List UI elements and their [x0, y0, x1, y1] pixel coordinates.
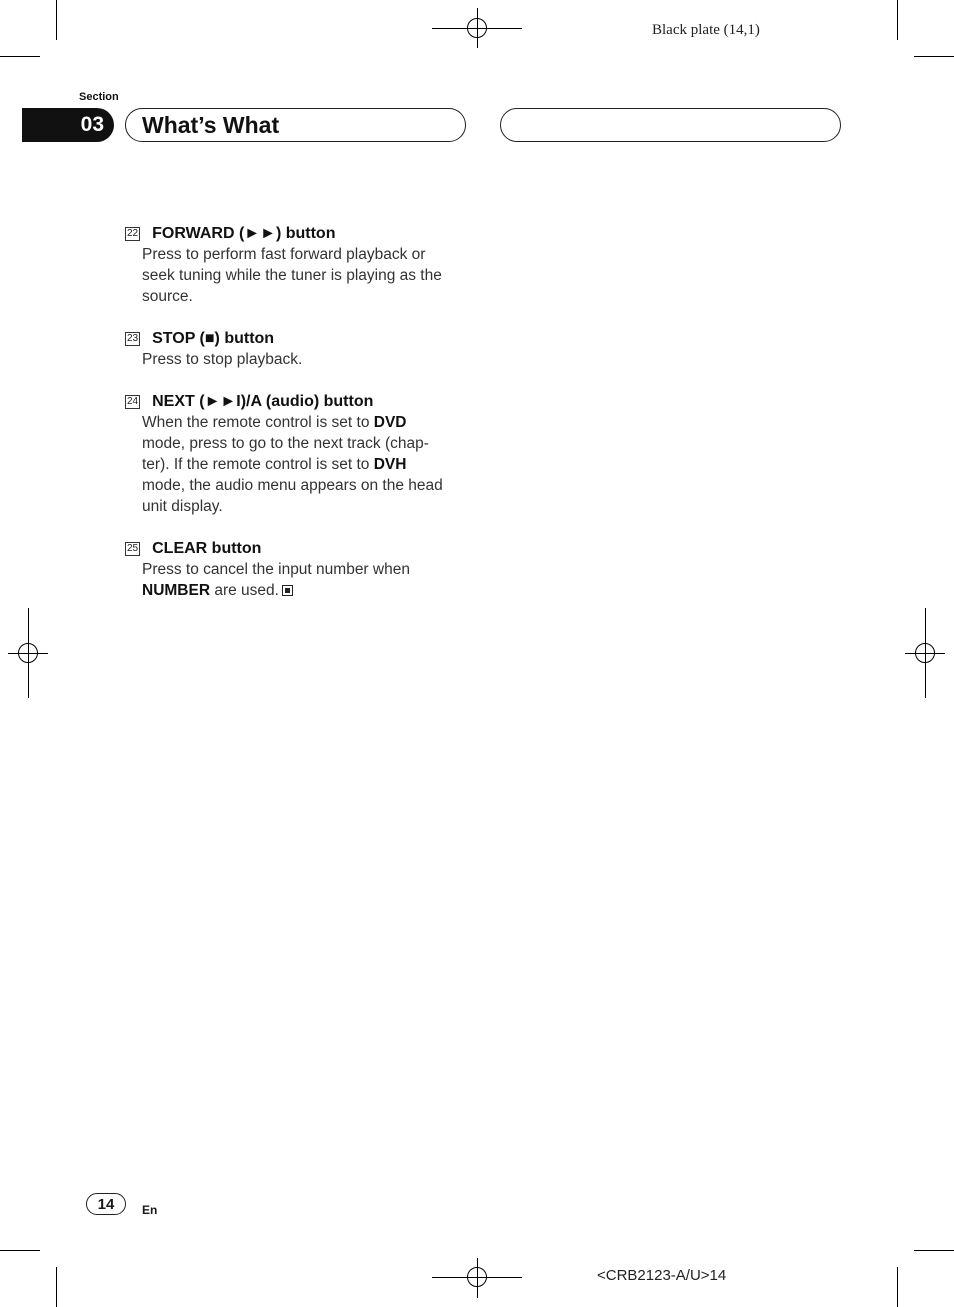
list-item: [125, 224, 475, 307]
item-list: [125, 224, 475, 623]
item-number: 22: [127, 228, 139, 239]
item-title: CLEAR button: [152, 540, 262, 557]
section-title: [125, 108, 466, 142]
document-code: <CRB2123-A/U>14: [597, 1267, 727, 1284]
item-number: 23: [127, 333, 139, 344]
description-line: NUMBER are used.: [142, 580, 475, 601]
item-title: STOP (■) button: [152, 330, 275, 347]
item-number: 25: [127, 543, 139, 554]
item-title: FORWARD (►►) button: [152, 225, 336, 242]
description-line: Press to perform fast forward playback or: [142, 246, 426, 263]
item-number: 24: [127, 396, 139, 407]
description-line: unit display.: [142, 498, 223, 515]
description-line: Press to cancel the input number when: [142, 561, 410, 578]
description-line: source.: [142, 288, 193, 305]
list-item: [125, 539, 475, 601]
list-item: [125, 329, 475, 370]
item-title: NEXT (►►I)/A (audio) button: [152, 393, 374, 410]
item-description: [125, 244, 475, 307]
list-item: [125, 392, 475, 517]
page-number: 14: [86, 1193, 126, 1215]
language-label: En: [142, 1203, 158, 1217]
description-line: When the remote control is set to DVD: [142, 414, 407, 431]
description-line: mode, press to go to the next track (chap-: [142, 435, 429, 452]
description-line: ter). If the remote control is set to DVH: [142, 456, 407, 473]
item-description: [125, 349, 475, 370]
description-line: mode, the audio menu appears on the head: [142, 477, 443, 494]
empty-header-pill: [500, 108, 841, 142]
section-label: Section: [79, 91, 119, 103]
description-line: Press to stop playback.: [142, 351, 303, 368]
page-title: What’s What: [142, 111, 280, 138]
plate-label: Black plate (14,1): [652, 22, 760, 38]
description-line: seek tuning while the tuner is playing as the: [142, 267, 442, 284]
end-of-section-icon: [282, 585, 293, 596]
item-description: [125, 559, 475, 601]
section-number: 03: [22, 108, 114, 142]
item-description: [125, 412, 475, 517]
